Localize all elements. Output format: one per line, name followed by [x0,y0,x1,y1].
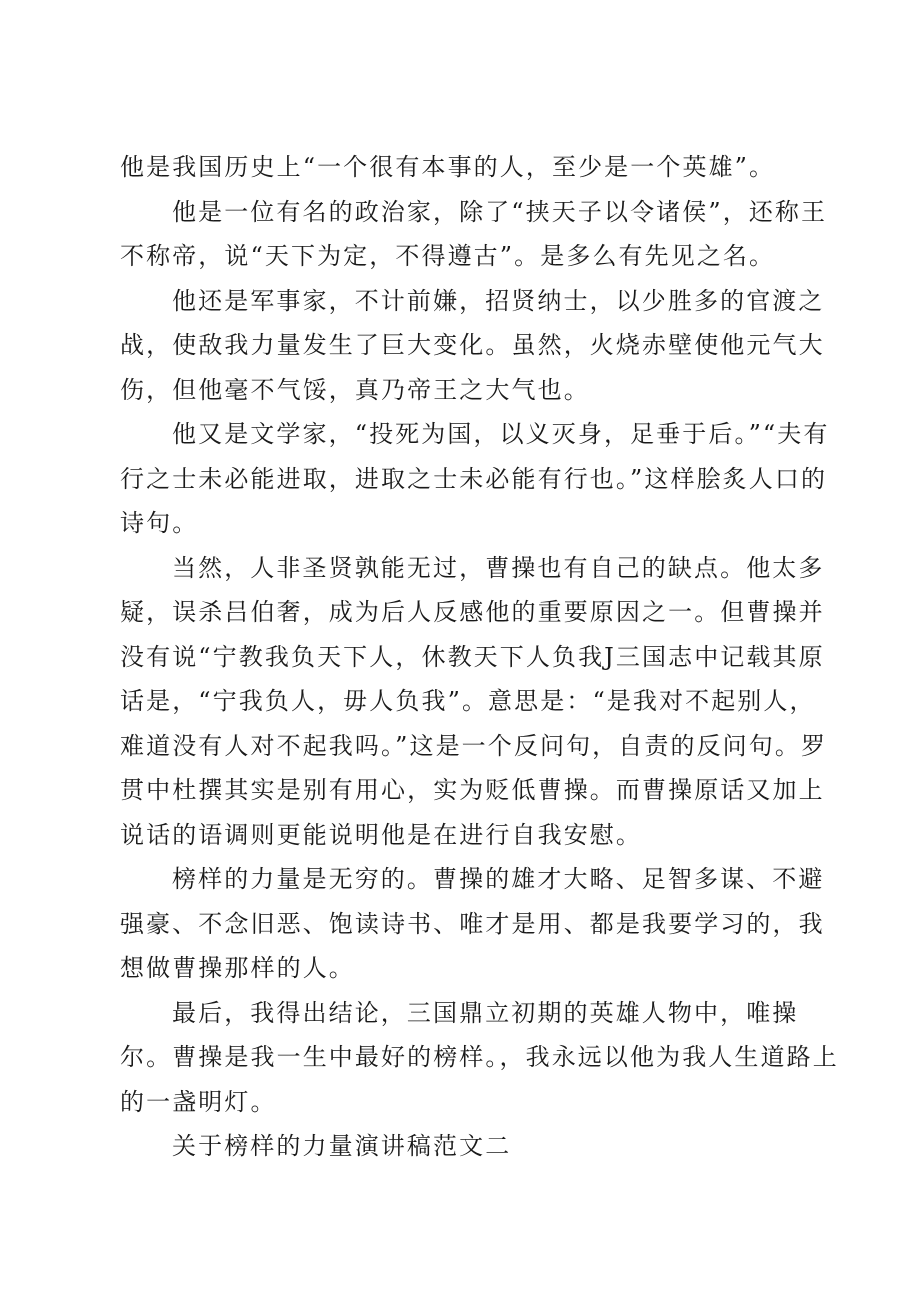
paragraph-2: 他是一位有名的政治家，除了“挟天子以令诸侯”，还称王不称帝，说“天下为定，不得遵古”。是多么有先见之名。 [120,197,828,270]
section-heading: 关于榜样的力量演讲稿范文二 [172,1132,512,1160]
document-body [120,145,840,1169]
paragraph-3: 他还是军事家，不计前嫌，招贤纳士，以少胜多的官渡之战，使敌我力量发生了巨大变化。虽然，火烧赤壁使他元气大伤，但他毫不气馁，真乃帝王之大气也。 [120,286,825,404]
paragraph-4: 他又是文学家，“投死为国，以义灭身，足垂于后。”“夫有行之士未必能进取，进取之士未必能有行也。”这样脍炙人口的诗句。 [120,420,830,537]
paragraph-1: 他是我国历史上“一个很有本事的人，至少是一个英雄”。 [120,153,776,181]
paragraph-7: 最后，我得出结论，三国鼎立初期的英雄人物中，唯操尔。曹操是我一生中最好的榜样。，我永远以他为我人生道路上的一盏明灯。 [120,998,839,1116]
paragraph-5: 当然，人非圣贤孰能无过，曹操也有自己的缺点。他太多疑，误杀吕伯奢，成为后人反感他的重要原因之一。但曹操并没有说“宁教我负天下人，休教天下人负我J三国志中记载其原话是，“宁我负人，毋人负我”。意思是：“是我对不起别人，难道没有人对不起我吗。”这是一个反问句，自责的反问句。罗贯中杜撰其实是别有用心，实为贬低曹操。而曹操原话又加上说话的语调则更能说明他是在进行自我安慰。 [120,553,828,849]
paragraph-6: 榜样的力量是无穷的。曹操的雄才大略、足智多谋、不避强豪、不念旧恶、饱读诗书、唯才是用、都是我要学习的，我想做曹操那样的人。 [120,865,825,982]
